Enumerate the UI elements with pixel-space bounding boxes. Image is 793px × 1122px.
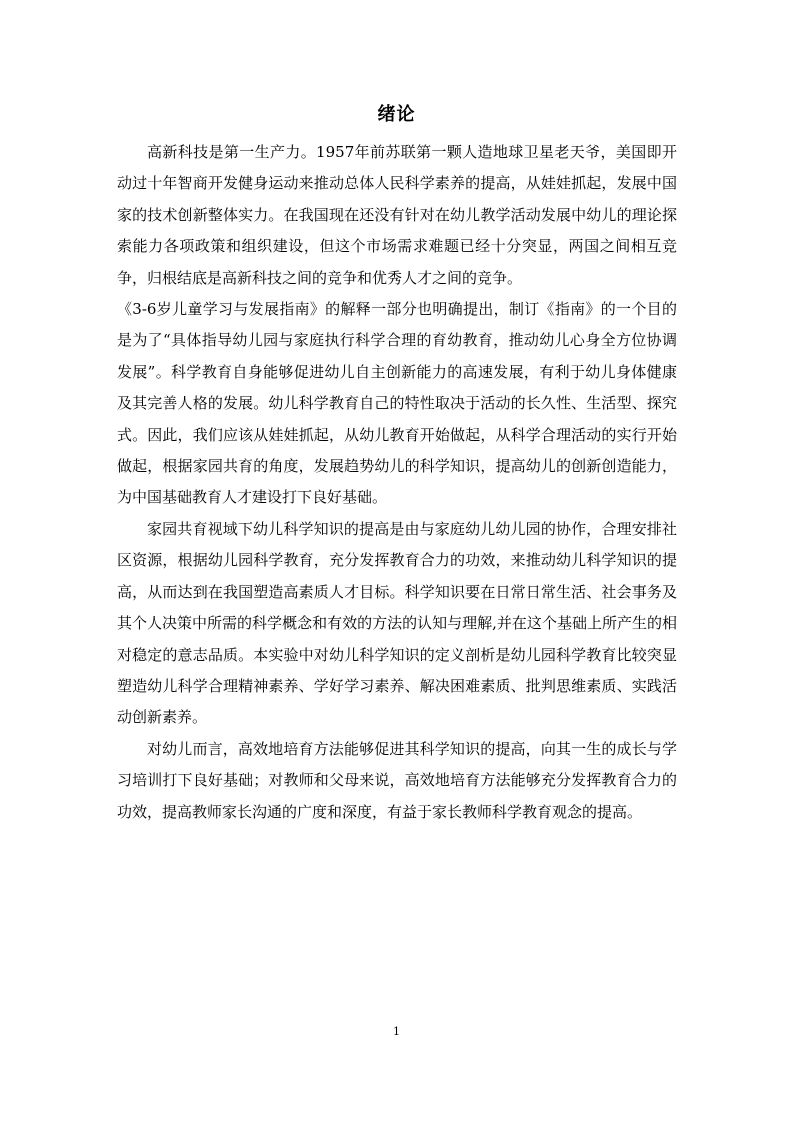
paragraph-benefits: 对幼儿而言，高效地培育方法能够促进其科学知识的提高，向其一生的成长与学习培训打下良好基础；对教师和父母来说，高效地培育方法能够充分发挥教育合力的功效，提高教师家长沟通的广度和深度，有益于家长教师科学教育观念的提高。 [117, 739, 677, 821]
page-number: 1 [393, 1025, 400, 1038]
body-text [117, 137, 677, 828]
page-title: 绪论 [377, 104, 416, 125]
paragraph-home-school: 家园共育视域下幼儿科学知识的提高是由与家庭幼儿幼儿园的协作，合理安排社区资源，根据幼儿园科学教育，充分发挥教育合力的功效，来推动幼儿科学知识的提高，从而达到在我国塑造高素质人才目标。科学知识要在日常日常生活、社会事务及其个人决策中所需的科学概念和有效的方法的认知与理解,并在这个基础上所产生的相对稳定的意志品质。本实验中对幼儿科学知识的定义剖析是幼儿园科学教育比较突显塑造幼儿科学合理精神素养、学好学习素养、解决困难素质、批判思维素质、实践活动创新素养。 [117, 519, 677, 727]
paragraph-intro: 高新科技是第一生产力。1957年前苏联第一颗人造地球卫星老天爷，美国即开动过十年智商开发健身运动来推动总体人民科学素养的提高，从娃娃抓起，发展中国家的技术创新整体实力。在我国现在还没有针对在幼儿教学活动发展中幼儿的理论探索能力各项政策和组织建设，但这个市场需求难题已经十分突显，两国之间相互竞争，归根结底是高新科技之间的竞争和优秀人才之间的竞争。 [117, 143, 677, 287]
paragraph-guideline: 《3-6岁儿童学习与发展指南》的解释一部分也明确提出，制订《指南》的一个目的是为了“具体指导幼儿园与家庭执行科学合理的育幼教育，推动幼儿心身全方位协调发展”。科学教育自身能够促进幼儿自主创新能力的高速发展，有利于幼儿身体健康及其完善人格的发展。幼儿科学教育自己的特性取决于活动的长久性、生活型、探究式。因此，我们应该从娃娃抓起，从幼儿教育开始做起，从科学合理活动的实行开始做起，根据家园共育的角度，发展趋势幼儿的科学知识，提高幼儿的创新创造能力，为中国基础教育人才建设打下良好基础。 [117, 300, 677, 507]
